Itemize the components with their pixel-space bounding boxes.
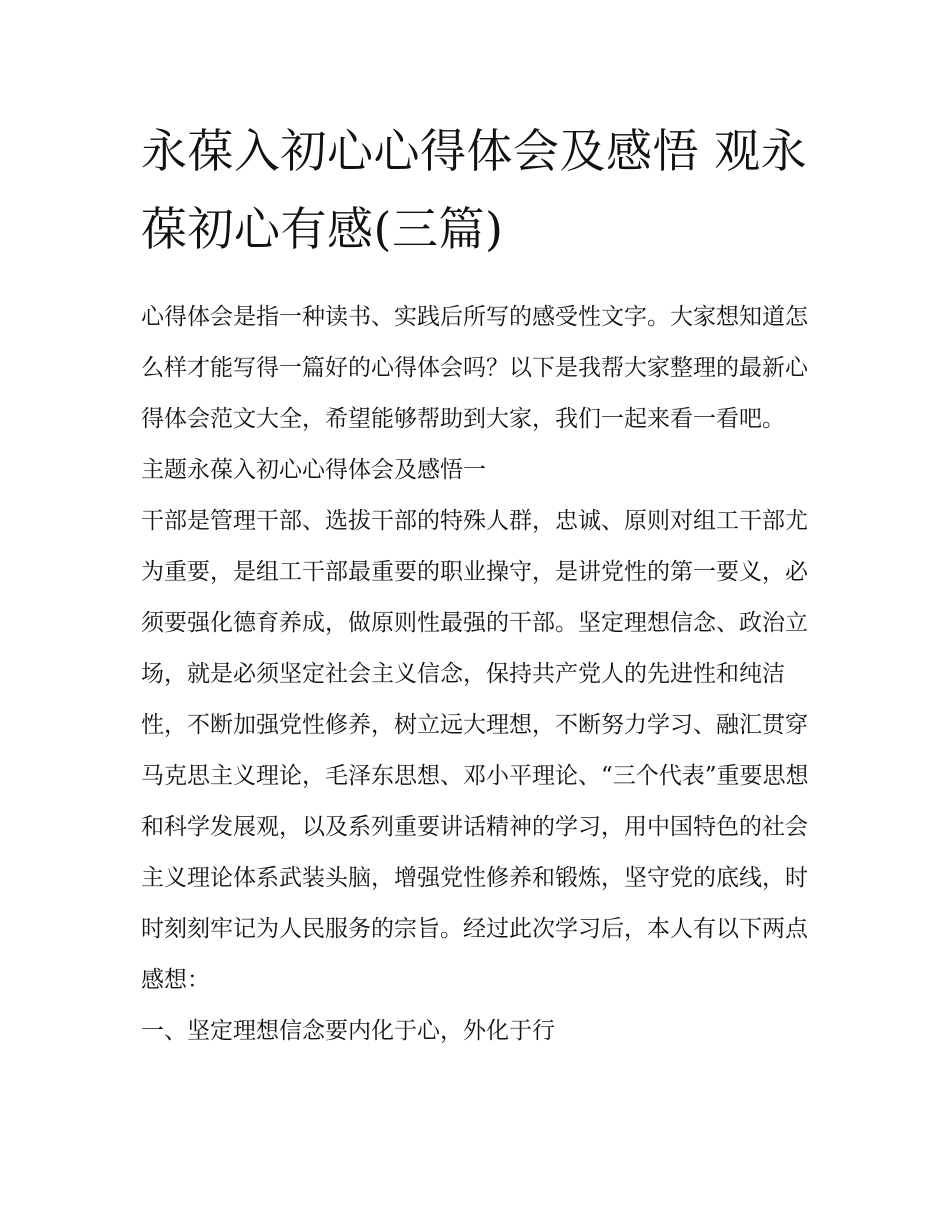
document-content bbox=[141, 112, 813, 1057]
subheading: 一、坚定理想信念要内化于心，外化于行 bbox=[141, 1018, 555, 1044]
section-title: 主题永葆入初心心得体会及感悟一 bbox=[141, 457, 486, 483]
document-title: 永葆入初心心得体会及感悟 观永葆初心有感(三篇) bbox=[141, 124, 808, 256]
intro-paragraph: 心得体会是指一种读书、实践后所写的感受性文字。大家想知道怎么样才能写得一篇好的心得体会吗？以下是我帮大家整理的最新心得体会范文大全，希望能够帮助到大家，我们一起来看一看吧。 bbox=[141, 304, 808, 432]
body-paragraph: 干部是管理干部、选拔干部的特殊人群，忠诚、原则对组工干部尤为重要，是组工干部最重要的职业操守，是讲党性的第一要义，必须要强化德育养成，做原则性最强的干部。坚定理想信念、政治立场，就是必须坚定社会主义信念，保持共产党人的先进性和纯洁性，不断加强党性修养，树立远大理想，不断努力学习、融汇贯穿马克思主义理论，毛泽东思想、邓小平理论、“三个代表”重要思想和科学发展观，以及系列重要讲话精神的学习，用中国特色的社会主义理论体系武装头脑，增强党性修养和锻炼，坚守党的底线，时时刻刻牢记为人民服务的宗旨。经过此次学习后，本人有以下两点感想： bbox=[141, 508, 809, 993]
